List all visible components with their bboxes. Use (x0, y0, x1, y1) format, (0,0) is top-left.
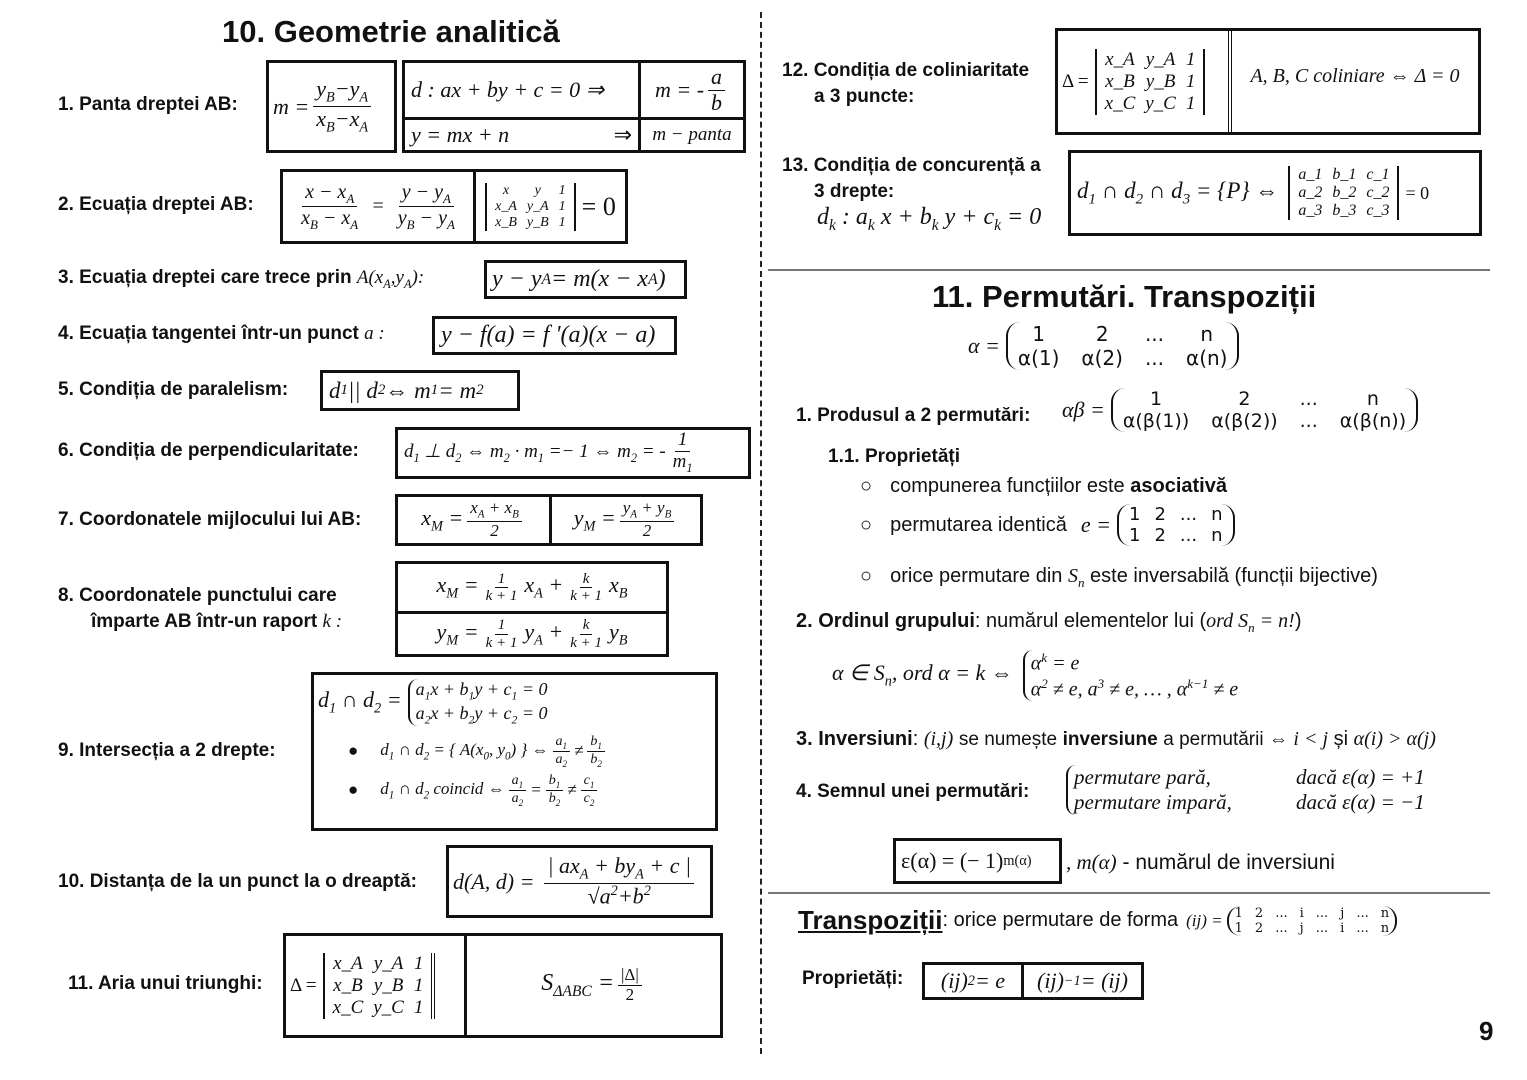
property-identity: ○ permutarea identică e = 1 2 ... n 1 2 ... n (860, 504, 1235, 546)
item-3-label: 3. Ecuația dreptei care trece prin $A(x_A,y_A)$: (58, 267, 425, 291)
matrix-cell: a_3 (1298, 202, 1323, 219)
sign-formula-box: ε(α) = (− 1) m(α) (893, 838, 1062, 884)
perpendicular-formula: $d_1$ ⊥ $d_2$ ⇔ $m_2 \cdot m_1 =- 1$ ⇔ $m_2$ = - $\frac{1}{m_1}$ (395, 427, 751, 479)
matrix-cell: 1 (1185, 92, 1196, 114)
matrix-cell: 2 (1095, 322, 1109, 346)
matrix-cell: y_B (526, 214, 549, 230)
matrix-cell: ... (1179, 504, 1198, 525)
matrix-cell: i (1299, 905, 1304, 921)
numerator: $y_B-y_A$ (313, 77, 371, 107)
matrix-cell: 1 (1129, 504, 1141, 525)
intersection-system: $d_1$ ∩ $d_2$ = $a_1x + b_1y + c_1 = 0$ $a_2x + b_2y + c_2 = 0$ (318, 679, 548, 727)
matrix-cell: 1 (1234, 920, 1243, 936)
matrix-cell: x_A (1105, 48, 1135, 70)
matrix-cell: 1 (558, 214, 566, 230)
bullet-unique-point: ● $d_1$ ∩ $d_2$ = { $A(x_0$, $y_0$) } ⇔ $\frac{a_1}{a_2}$ ≠ $\frac{b_1}{b_2}$ (348, 734, 609, 769)
matrix-cell: α(2) (1081, 346, 1123, 370)
page-number: 9 (1479, 1016, 1494, 1046)
matrix-cell: c_3 (1366, 202, 1390, 219)
matrix-cell: ... (1144, 322, 1165, 346)
property-associative: ○ compunerea funcțiilor este asociativă (860, 475, 1227, 497)
matrix-cell: x_A (495, 198, 517, 214)
matrix-cell: ... (1299, 388, 1318, 410)
matrix-cell: x_B (1105, 70, 1135, 92)
matrix-cell: 1 (1129, 525, 1141, 546)
line-equation-table (402, 60, 746, 153)
distance-formula: d(A, d) = $\frac{| ax_A + by_A + c |}{√a^2+b^2}$ (446, 845, 713, 918)
matrix-cell: y_B (1145, 70, 1176, 92)
midpoint-formula-box (395, 494, 703, 546)
intersection-formula-box (311, 672, 718, 831)
matrix-cell: 1 (1185, 70, 1196, 92)
group-order: 2. Ordinul grupului: numărul elementelor lui (ord $S_n = n$!) (796, 610, 1302, 635)
matrix-cell: α(β(1)) (1122, 410, 1190, 432)
column-divider (760, 12, 762, 1054)
matrix-cell: 2 (1154, 504, 1166, 525)
matrix-cell: 1 (413, 974, 424, 996)
matrix-cell: 1 (413, 952, 424, 974)
slope-note: m − panta (638, 117, 743, 150)
matrix-cell: n (1200, 322, 1214, 346)
matrix-cell: 2 (1254, 905, 1264, 921)
matrix-cell: 1 (1234, 905, 1243, 921)
property-invertible: ○ orice permutare din $S_n$ este inversabilă (funcții bijective) (860, 565, 1378, 590)
parallel-formula: d 1 || d 2 ⇔ m 1 = m 2 (320, 370, 520, 411)
section-title-permutations: 11. Permutări. Transpoziții (932, 279, 1317, 314)
collinearity-determinant: Δ = x_A y_A 1 x_B y_B 1 x_C y_C 1 (1058, 31, 1232, 132)
matrix-cell: x_A (333, 952, 363, 974)
matrix-cell: b_1 (1332, 166, 1357, 183)
ratio-y: $y_M$ = $\frac{1}{k + 1}$ $y_A$ + $\frac{k}{k + 1}$ $y_B$ (398, 611, 666, 654)
general-equation: d : ax + by + c = 0 ⇒ (411, 77, 605, 102)
item-12-label: 12. Condiția de coliniaritate a 3 puncte: (782, 60, 1030, 107)
matrix-cell: α(1) (1017, 346, 1060, 370)
formula: m = (273, 93, 310, 119)
matrix-cell: 1 (413, 996, 424, 1018)
matrix-cell: x_C (332, 996, 364, 1018)
matrix-cell: y_A (526, 198, 549, 214)
item-1-label: 1. Panta dreptei AB: (58, 94, 238, 115)
matrix-cell: j (1299, 920, 1304, 936)
matrix-cell: x_B (495, 214, 517, 230)
collinearity-box (1055, 28, 1481, 135)
matrix-cell: y_A (1145, 48, 1176, 70)
matrix-cell: ... (1315, 905, 1329, 921)
section-title-geometry: 10. Geometrie analitică (222, 14, 560, 49)
matrix-cell: 1 (1150, 388, 1163, 410)
ratio-point-formula-box (395, 561, 669, 657)
tangent-formula: y − f(a) = f '(a)(x − a) (432, 316, 677, 355)
line-family-formula: $d_k$ : $a_k$ $x + b_k$ $y + c_k = 0$ (817, 204, 1042, 234)
collinearity-condition: A, B, C coliniare ⇔ Δ = 0 (1250, 65, 1460, 87)
matrix-cell: n (1211, 525, 1223, 546)
area-formula: $S_{\Delta ABC}$ = $\frac{|\Delta|}{2}$ (464, 936, 720, 1035)
matrix-cell: 2 (1238, 388, 1251, 410)
matrix-cell: 1 (558, 182, 566, 198)
matrix-cell: α(n) (1186, 346, 1228, 370)
item-11-label: 11. Aria unui triunghi: (68, 973, 263, 994)
line-ab-formula-box (280, 169, 628, 244)
section-divider-2 (768, 892, 1490, 894)
order-formula: α ∈ $S_n$, ord α = k ⇔ $\alpha^k = e$ $\alpha^2 \ne e$, $a^3 \ne e$, … , $\alpha^{k-1} \ne e$ (832, 650, 1239, 701)
matrix-cell: n (1211, 504, 1223, 525)
permutation-sign-cases: permutare pară, dacă ε(α) = +1 permutare impară, dacă ε(α) = −1 (1066, 765, 1425, 815)
matrix-cell: α(β(2)) (1211, 410, 1278, 432)
item-13-label: 13. Condiția de concurență a 3 drepte: (782, 155, 1041, 202)
matrix-cell: y (534, 182, 541, 198)
matrix-cell: y_C (373, 996, 404, 1018)
denominator: $x_B-x_A$ (316, 106, 369, 136)
matrix-cell: ... (1179, 525, 1198, 546)
two-point-form: $\frac{x - x_A}{x_B - x_A}$ = $\frac{y - y_A}{y_B - y_A}$ (301, 180, 455, 232)
determinant-form: x y 1 x_A y_A 1 x_B y_B 1 = 0 (473, 172, 625, 241)
explicit-equation: y = mx + n ⇒ (405, 117, 638, 150)
item-10-label: 10. Distanța de la un punct la o dreaptă: (58, 871, 417, 892)
item-5-label: 5. Condiția de paralelism: (58, 379, 289, 400)
matrix-cell: α(β(n)) (1339, 410, 1407, 432)
matrix-cell: a_2 (1298, 184, 1323, 201)
item-7-label: 7. Coordonatele mijlocului lui AB: (58, 509, 362, 530)
area-determinant: Δ = x_A y_A 1 x_B y_B 1 x_C y_C 1 (286, 936, 464, 1035)
permutation-definition: α = 1 2 ... n α(1) α(2) ... α(n) (968, 322, 1239, 370)
item-4-label: 4. Ecuația tangentei într-un punct a : (58, 323, 385, 344)
matrix-cell: j (1340, 905, 1345, 921)
item-9-label: 9. Intersecția a 2 drepte: (58, 740, 276, 761)
transposition-properties-label: Proprietăți: (802, 968, 904, 989)
matrix-cell: b_2 (1332, 184, 1357, 201)
ratio-x: $x_M$ = $\frac{1}{k + 1}$ $x_A$ + $\frac{k}{k + 1}$ $x_B$ (436, 570, 628, 604)
matrix-cell: 2 (1154, 525, 1166, 546)
matrix-cell: ... (1299, 410, 1318, 432)
matrix-cell: ... (1356, 905, 1369, 921)
square-identity: (ij) 2 = e (940, 968, 1006, 993)
matrix-cell: x_B (333, 974, 363, 996)
matrix-cell: b_3 (1332, 202, 1357, 219)
matrix-cell: 1 (1185, 48, 1196, 70)
concurrency-formula: $d_1$ ∩ $d_2$ ∩ $d_3 = \{P\}$ ⇔ a_1 b_1 c_1 a_2 b_2 c_2 a_3 b_3 c_3 = 0 (1068, 150, 1482, 236)
permutation-sign-label: 4. Semnul unei permutări: (796, 781, 1030, 802)
midpoint-y: $y_M$ = $\frac{y_A + y_B}{2}$ (549, 497, 700, 543)
point-slope-formula: y − y A = m(x − x A ) (484, 260, 687, 299)
matrix-cell: c_1 (1366, 166, 1390, 183)
matrix-cell: y_B (373, 974, 404, 996)
midpoint-x: $x_M$ = $\frac{x_A + x_B}{2}$ (398, 497, 549, 543)
item-2-label: 2. Ecuația dreptei AB: (58, 194, 254, 215)
matrix-cell: y_C (1145, 92, 1176, 114)
matrix-cell: n (1380, 920, 1390, 936)
item-8-label: 8. Coordonatele punctului care împarte AB într-un raport k : (58, 585, 343, 632)
matrix-cell: y_A (373, 952, 404, 974)
triangle-area-box (283, 933, 723, 1038)
matrix-cell: n (1380, 905, 1390, 921)
sign-note: , m(α) - numărul de inversiuni (1066, 850, 1335, 874)
inversions-definition: 3. Inversiuni: (i,j) se numește inversiune a permutării ⇔ i < j și α(i) > α(j) (796, 728, 1436, 750)
matrix-cell: ... (1356, 920, 1369, 936)
matrix-cell: ... (1144, 346, 1165, 370)
matrix-cell: x_C (1104, 92, 1136, 114)
matrix-cell: c_2 (1366, 184, 1390, 201)
product-formula: αβ = 1 2 ... n α(β(1)) α(β(2)) ... α(β(n)) (1062, 388, 1418, 432)
permutation-item-1-label: 1. Produsul a 2 permutări: (796, 405, 1031, 426)
matrix-cell: ... (1315, 920, 1329, 936)
matrix-cell: n (1366, 388, 1379, 410)
slope-from-general: m = - $\frac{a}{b}$ (638, 63, 743, 117)
matrix-cell: x (502, 182, 510, 198)
item-6-label: 6. Condiția de perpendicularitate: (58, 440, 359, 461)
matrix-cell: ... (1275, 920, 1288, 936)
matrix-cell: 1 (558, 198, 566, 214)
section-divider (768, 269, 1490, 271)
inverse-identity: (ij) −1 = (ij) (1021, 965, 1141, 997)
slope-formula-box (266, 60, 397, 153)
matrix-cell: 2 (1254, 920, 1264, 936)
matrix-cell: i (1340, 920, 1345, 936)
properties-heading: 1.1. Proprietăți (828, 446, 960, 467)
matrix-cell: 1 (1032, 322, 1046, 346)
matrix-cell: ... (1275, 905, 1288, 921)
transposition-properties-box (922, 962, 1144, 1000)
transpositions-definition: Transpoziții : orice permutare de forma (ij) = 1 2 ... i ... j ... n 1 2 ... j ... i ... n (798, 905, 1397, 936)
bullet-coincident: ● $d_1$ ∩ $d_2$ coincid ⇔ $\frac{a_1}{a_2}$ = $\frac{b_1}{b_2}$ ≠ $\frac{c_1}{c_2}$ (348, 773, 601, 808)
matrix-cell: a_1 (1298, 166, 1323, 183)
